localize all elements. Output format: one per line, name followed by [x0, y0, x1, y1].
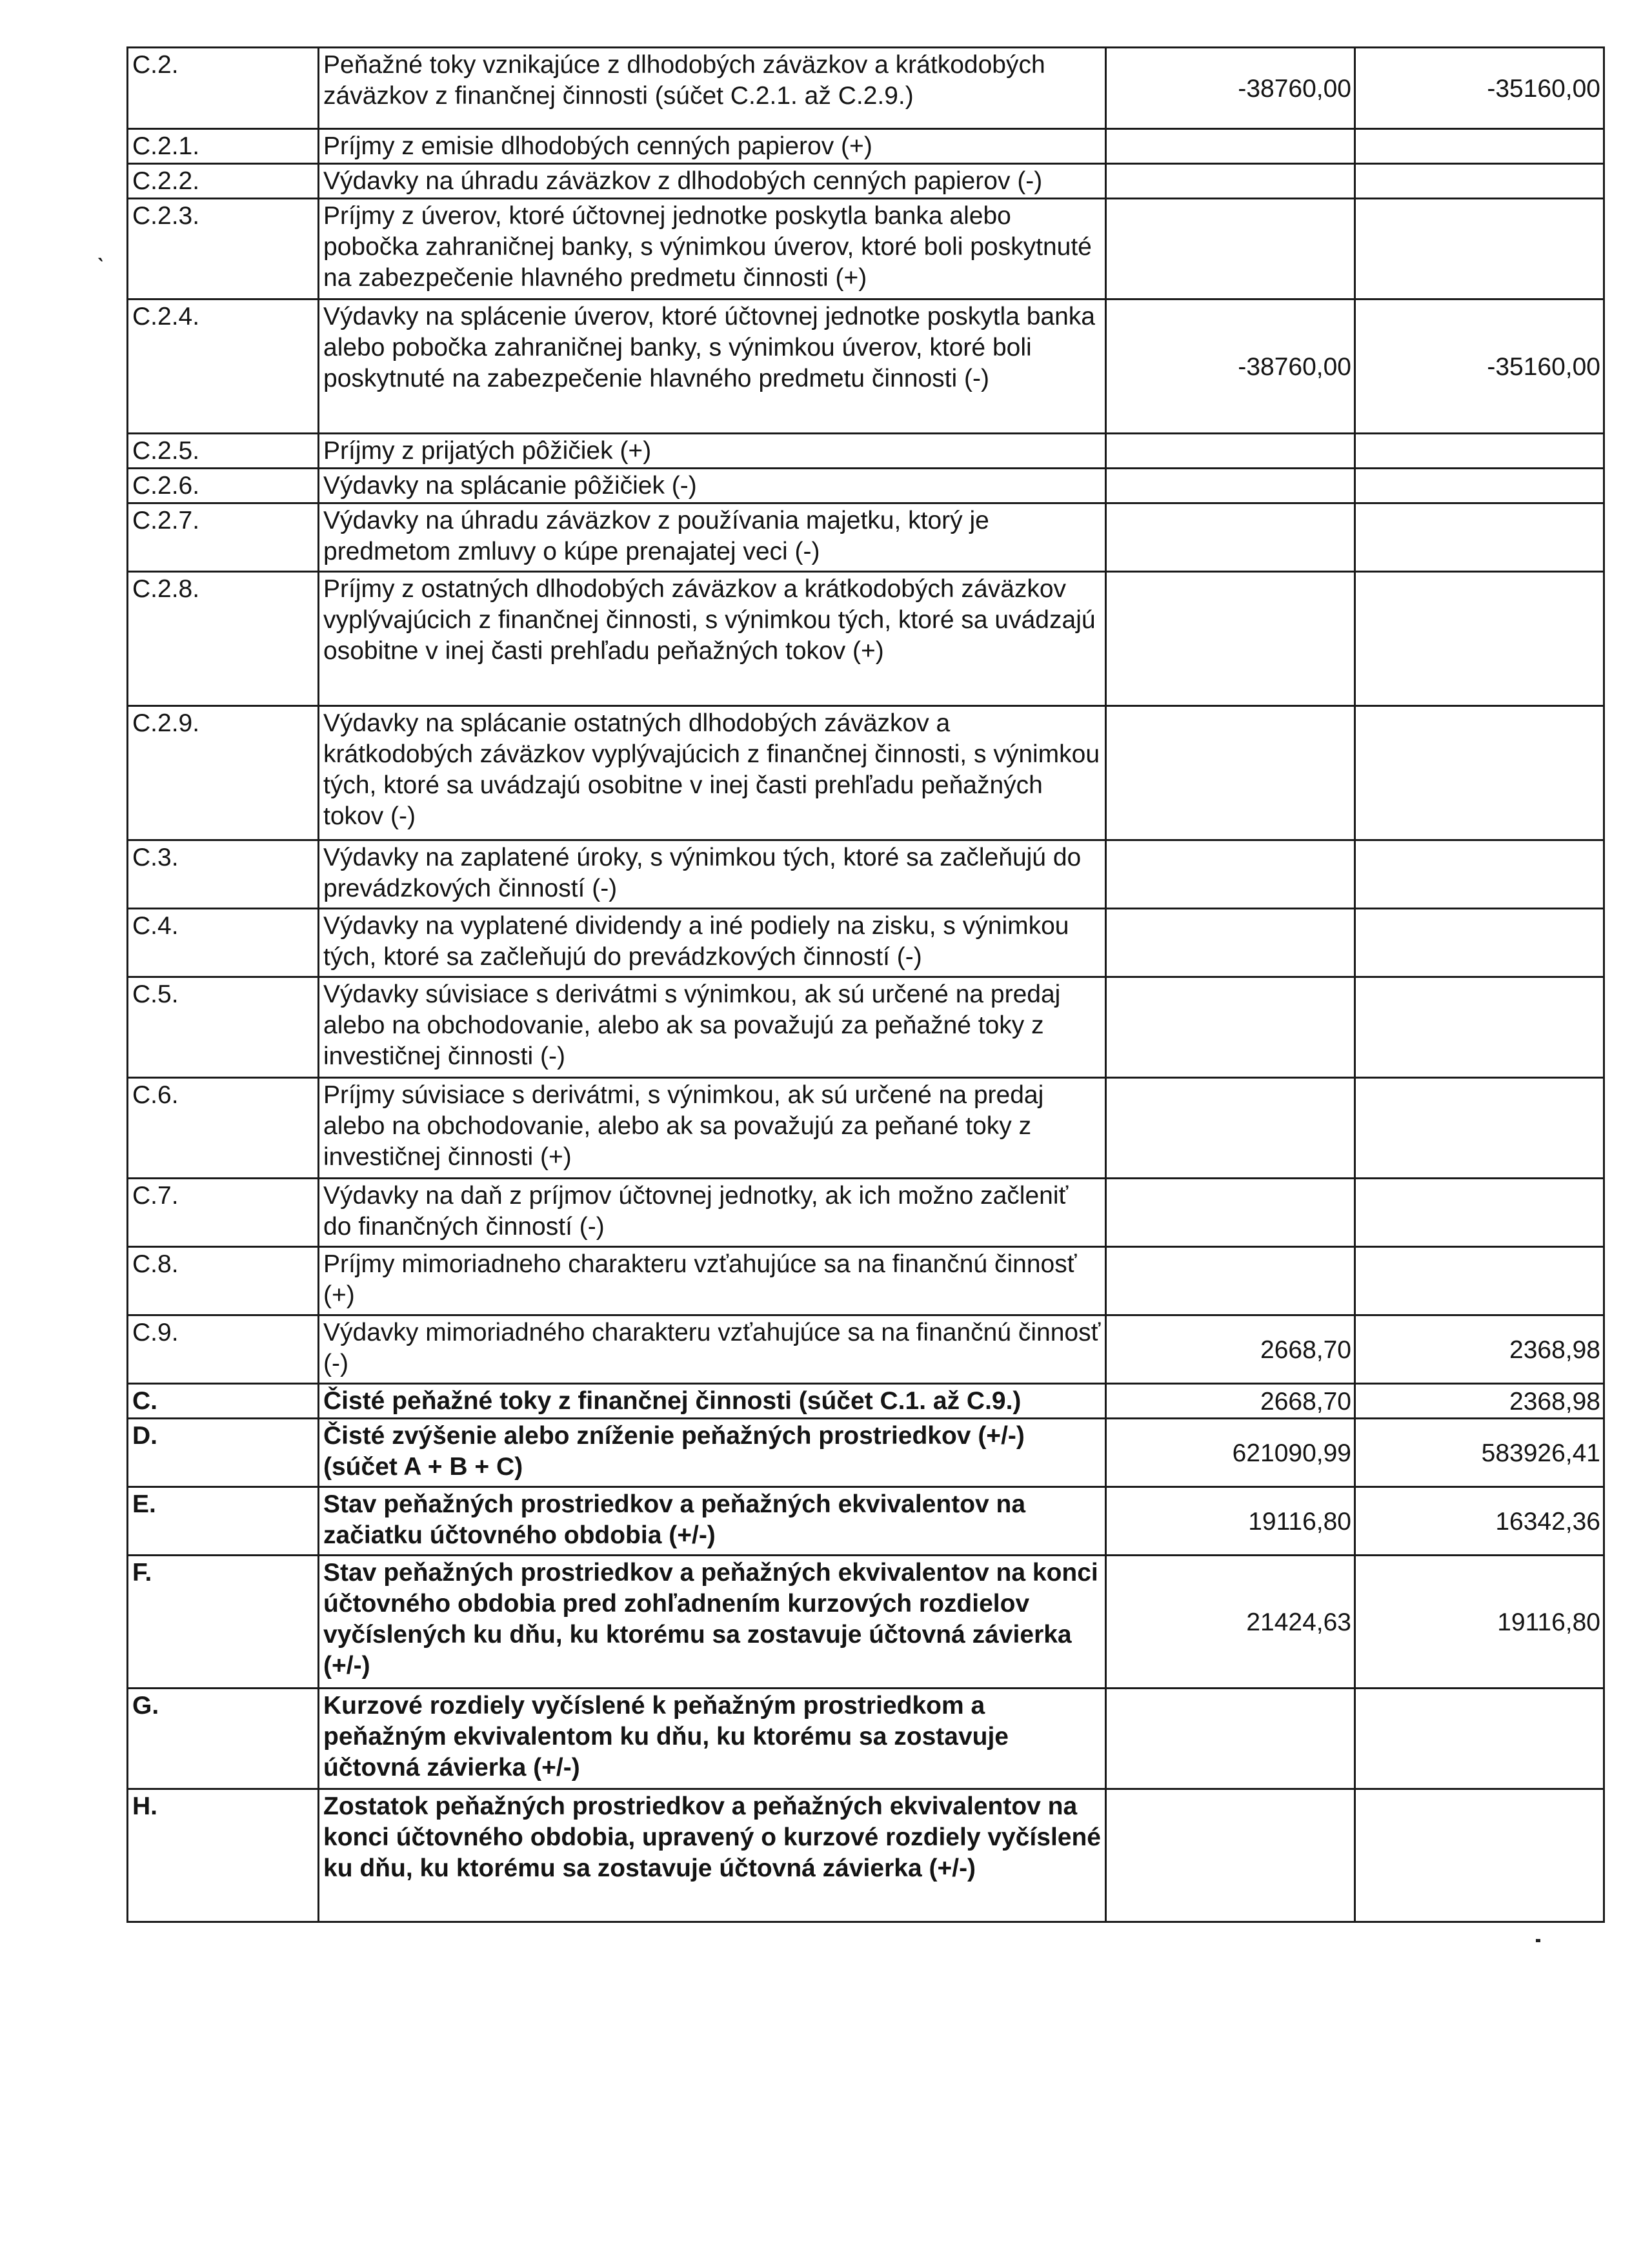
row-description: Príjmy z emisie dlhodobých cenných papierov (+): [319, 129, 1106, 164]
table-row: [128, 1789, 1604, 1922]
row-value-current: 2668,70: [1106, 1315, 1355, 1384]
row-value-current: [1106, 164, 1355, 199]
row-code: D.: [128, 1419, 319, 1487]
row-code: C.2.7.: [128, 503, 319, 572]
row-code: F.: [128, 1556, 319, 1689]
table-row: [128, 1556, 1604, 1689]
table-row: [128, 503, 1604, 572]
row-value-current: [1106, 1789, 1355, 1922]
row-value-current: [1106, 503, 1355, 572]
row-value-previous: [1355, 1689, 1604, 1789]
row-code: C.4.: [128, 909, 319, 977]
row-value-current: 21424,63: [1106, 1556, 1355, 1689]
table-row: [128, 199, 1604, 299]
row-value-current: [1106, 977, 1355, 1078]
row-value-previous: [1355, 1179, 1604, 1247]
row-description: Čisté zvýšenie alebo zníženie peňažných prostriedkov (+/-) (súčet A + B + C): [319, 1419, 1106, 1487]
row-description: Stav peňažných prostriedkov a peňažných ekvivalentov na začiatku účtovného obdobia (+/-): [319, 1487, 1106, 1556]
row-value-current: 2668,70: [1106, 1384, 1355, 1419]
row-value-current: [1106, 469, 1355, 503]
row-description: Príjmy z úverov, ktoré účtovnej jednotke poskytla banka alebo pobočka zahraničnej banky, s výnimkou úverov, ktoré boli poskytnuté na zabezpečenie hlavného predmetu činnosti (+): [319, 199, 1106, 299]
row-value-current: 621090,99: [1106, 1419, 1355, 1487]
row-value-current: [1106, 909, 1355, 977]
row-description: Príjmy z prijatých pôžičiek (+): [319, 434, 1106, 469]
row-value-current: [1106, 1078, 1355, 1179]
row-value-current: [1106, 199, 1355, 299]
row-code: C.2.4.: [128, 299, 319, 434]
row-value-previous: [1355, 164, 1604, 199]
row-value-previous: [1355, 909, 1604, 977]
table-row: [128, 129, 1604, 164]
row-value-previous: [1355, 840, 1604, 909]
row-value-current: [1106, 1179, 1355, 1247]
table-row: [128, 1384, 1604, 1419]
row-value-current: -38760,00: [1106, 299, 1355, 434]
row-value-previous: [1355, 129, 1604, 164]
row-value-previous: [1355, 434, 1604, 469]
row-value-previous: 2368,98: [1355, 1384, 1604, 1419]
row-code: C.2.2.: [128, 164, 319, 199]
row-value-previous: [1355, 977, 1604, 1078]
row-description: Výdavky na vyplatené dividendy a iné podiely na zisku, s výnimkou tých, ktoré sa začleňujú do prevádzkových činností (-): [319, 909, 1106, 977]
row-value-current: [1106, 1689, 1355, 1789]
row-description: Výdavky na splácenie úverov, ktoré účtovnej jednotke poskytla banka alebo pobočka zahraničnej banky, s výnimkou úverov, ktoré boli poskytnuté na zabezpečenie hlavného predmetu činnosti (-): [319, 299, 1106, 434]
row-code: C.2.: [128, 48, 319, 129]
row-description: Príjmy mimoriadneho charakteru vzťahujúce sa na finančnú činnosť (+): [319, 1247, 1106, 1315]
row-description: Čisté peňažné toky z finančnej činnosti (súčet C.1. až C.9.): [319, 1384, 1106, 1419]
row-value-current: [1106, 706, 1355, 840]
table-row: [128, 572, 1604, 706]
table-row: [128, 1419, 1604, 1487]
row-value-previous: [1355, 1789, 1604, 1922]
table-row: [128, 1487, 1604, 1556]
row-code: C.2.6.: [128, 469, 319, 503]
row-value-previous: [1355, 469, 1604, 503]
row-code: C.8.: [128, 1247, 319, 1315]
row-description: Zostatok peňažných prostriedkov a peňažných ekvivalentov na konci účtovného obdobia, upravený o kurzové rozdiely vyčíslené ku dňu, ku ktorému sa zostavuje účtovná závierka (+/-): [319, 1789, 1106, 1922]
table-row: [128, 1315, 1604, 1384]
row-description: Výdavky na úhradu záväzkov z dlhodobých cenných papierov (-): [319, 164, 1106, 199]
table-row: [128, 977, 1604, 1078]
table-row: [128, 1247, 1604, 1315]
row-description: Výdavky na zaplatené úroky, s výnimkou tých, ktoré sa začleňujú do prevádzkových činností (-): [319, 840, 1106, 909]
row-value-previous: [1355, 1247, 1604, 1315]
table-row: [128, 1179, 1604, 1247]
table-row: [128, 1078, 1604, 1179]
row-description: Výdavky na splácanie pôžičiek (-): [319, 469, 1106, 503]
row-code: C.: [128, 1384, 319, 1419]
table-row: [128, 469, 1604, 503]
row-code: C.2.9.: [128, 706, 319, 840]
row-description: Príjmy z ostatných dlhodobých záväzkov a krátkodobých záväzkov vyplývajúcich z finančnej činnosti, s výnimkou tých, ktoré sa uvádzajú osobitne v inej časti prehľadu peňažných tokov (+): [319, 572, 1106, 706]
row-code: C.2.5.: [128, 434, 319, 469]
row-value-current: [1106, 840, 1355, 909]
row-value-previous: 19116,80: [1355, 1556, 1604, 1689]
row-value-previous: -35160,00: [1355, 299, 1604, 434]
row-description: Výdavky na daň z príjmov účtovnej jednotky, ak ich možno začleniť do finančných činností (-): [319, 1179, 1106, 1247]
row-code: E.: [128, 1487, 319, 1556]
row-code: G.: [128, 1689, 319, 1789]
row-description: Výdavky mimoriadného charakteru vzťahujúce sa na finančnú činnosť (-): [319, 1315, 1106, 1384]
row-value-current: [1106, 572, 1355, 706]
row-description: Stav peňažných prostriedkov a peňažných ekvivalentov na konci účtovného obdobia pred zohľadnením kurzových rozdielov vyčíslených ku dňu, ku ktorému sa zostavuje účtovná závierka (+/-): [319, 1556, 1106, 1689]
table-row: [128, 840, 1604, 909]
table-row: [128, 434, 1604, 469]
row-code: C.2.1.: [128, 129, 319, 164]
row-code: C.7.: [128, 1179, 319, 1247]
table-row: [128, 164, 1604, 199]
cash-flow-table: [126, 46, 1605, 1923]
row-value-current: [1106, 129, 1355, 164]
table-row: [128, 1689, 1604, 1789]
row-value-current: 19116,80: [1106, 1487, 1355, 1556]
row-value-previous: 2368,98: [1355, 1315, 1604, 1384]
row-value-previous: 583926,41: [1355, 1419, 1604, 1487]
row-description: Príjmy súvisiace s derivátmi, s výnimkou, ak sú určené na predaj alebo na obchodovanie, alebo ak sa považujú za peňané toky z investičnej činnosti (+): [319, 1078, 1106, 1179]
row-code: C.2.8.: [128, 572, 319, 706]
row-value-previous: [1355, 199, 1604, 299]
row-description: Výdavky na úhradu záväzkov z používania majetku, ktorý je predmetom zmluvy o kúpe prenajatej veci (-): [319, 503, 1106, 572]
row-value-current: [1106, 1247, 1355, 1315]
row-value-previous: [1355, 572, 1604, 706]
table-row: [128, 48, 1604, 129]
row-description: Kurzové rozdiely vyčíslené k peňažným prostriedkom a peňažným ekvivalentom ku dňu, ku ktorému sa zostavuje účtovná závierka (+/-): [319, 1689, 1106, 1789]
row-code: C.5.: [128, 977, 319, 1078]
row-code: C.2.3.: [128, 199, 319, 299]
scan-dot: [1536, 1939, 1540, 1942]
row-value-current: -38760,00: [1106, 48, 1355, 129]
table-row: [128, 706, 1604, 840]
row-code: C.9.: [128, 1315, 319, 1384]
table-row: [128, 299, 1604, 434]
row-value-previous: [1355, 1078, 1604, 1179]
row-value-previous: [1355, 706, 1604, 840]
row-code: H.: [128, 1789, 319, 1922]
row-description: Výdavky súvisiace s derivátmi s výnimkou, ak sú určené na predaj alebo na obchodovanie, alebo ak sa považujú za peňažné toky z investičnej činnosti (-): [319, 977, 1106, 1078]
row-description: Peňažné toky vznikajúce z dlhodobých záväzkov a krátkodobých záväzkov z finančnej činnosti (súčet C.2.1. až C.2.9.): [319, 48, 1106, 129]
row-code: C.3.: [128, 840, 319, 909]
row-value-current: [1106, 434, 1355, 469]
cash-flow-table-body: [128, 48, 1604, 1922]
row-value-previous: 16342,36: [1355, 1487, 1604, 1556]
scan-tick-mark: ˎ: [97, 234, 106, 262]
row-description: Výdavky na splácanie ostatných dlhodobých záväzkov a krátkodobých záväzkov vyplývajúcich z finančnej činnosti, s výnimkou tých, ktoré sa uvádzajú osobitne v inej časti prehľadu peňažných tokov (-): [319, 706, 1106, 840]
table-row: [128, 909, 1604, 977]
row-value-previous: [1355, 503, 1604, 572]
row-code: C.6.: [128, 1078, 319, 1179]
row-value-previous: -35160,00: [1355, 48, 1604, 129]
